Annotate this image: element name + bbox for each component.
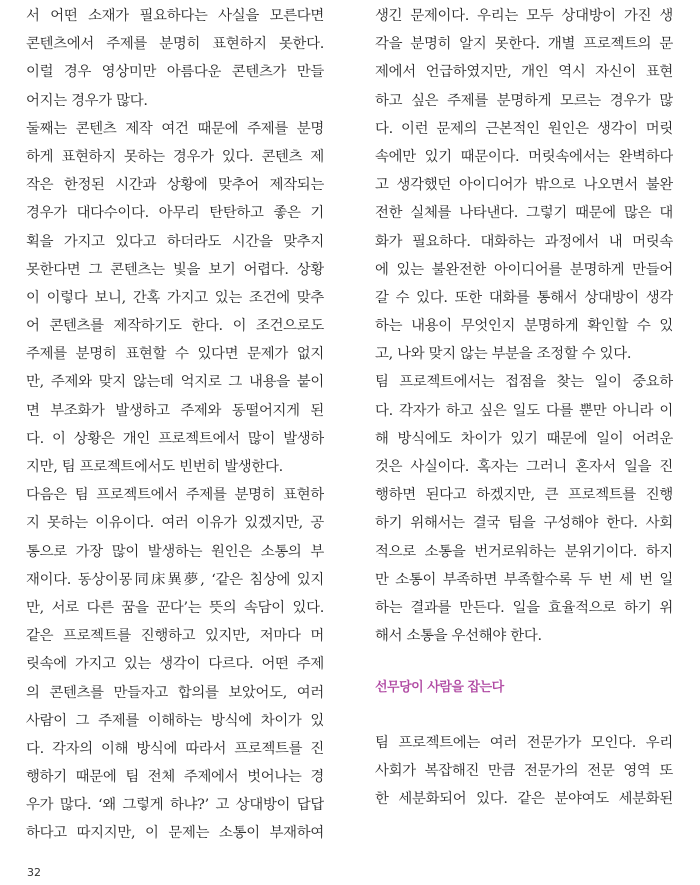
text-line: 하고 싶은 주제를 분명하게 모르는 경우가 많: [375, 92, 673, 109]
text-line: 하다고 따지지만, 이 문제는 소통이 부재하여: [26, 825, 324, 842]
text-line: 다. 이런 문제의 근본적인 원인은 생각이 머릿: [375, 120, 673, 137]
text-line: 릿속에 가지고 있는 생각이 다르다. 어떤 주제: [26, 656, 324, 673]
text-line: 한 세분화되어 있다. 같은 분야여도 세분화된: [375, 791, 673, 808]
text-line: 해 방식에도 차이가 있기 때문에 일이 어려운: [375, 430, 673, 447]
text-line: 해서 소통을 우선해야 한다.: [375, 628, 542, 645]
text-line: 다. 각자의 이해 방식에 따라서 프로젝트를 진: [26, 740, 324, 757]
text-line: 고 생각했던 아이디어가 밖으로 나오면서 불완: [375, 177, 673, 194]
text-line: 하는 내용이 무엇인지 분명하게 확인할 수 있: [375, 318, 673, 335]
text-line: 둘째는 콘텐츠 제작 여건 때문에 주제를 분명: [26, 120, 324, 137]
text-line: 콘텐츠에서 주제를 분명히 표현하지 못한다.: [26, 36, 324, 53]
text-line: 고, 나와 맞지 않는 부분을 조정할 수 있다.: [375, 346, 632, 363]
text-line: 다. 이 상황은 개인 프로젝트에서 많이 발생하: [26, 430, 324, 447]
text-line: 의 콘텐츠를 만들자고 합의를 보았어도, 여러: [26, 684, 324, 701]
text-line: 전한 실체를 나타낸다. 그렇기 때문에 많은 대: [375, 205, 673, 222]
text-line: 이 이렇다 보니, 간혹 가지고 있는 조건에 맞추: [26, 289, 324, 306]
text-line: 만 소통이 부족하면 부족할수록 두 번 세 번 일: [375, 571, 673, 588]
text-line: 갈 수 있다. 또한 대화를 통해서 상대방이 생각: [375, 289, 673, 306]
text-line: 재이다. 동상이몽同床異夢, ‘같은 침상에 있지: [26, 571, 324, 588]
text-line: 만, 주제와 맞지 않는데 억지로 그 내용을 붙이: [26, 374, 324, 391]
right-column-continued: [375, 729, 673, 814]
text-line: 행하기 때문에 팀 전체 주제에서 벗어나는 경: [26, 769, 324, 786]
text-line: 것은 사실이다. 혹자는 그러니 혼자서 일을 진: [375, 459, 673, 475]
text-line: 에 있는 불완전한 아이디어를 분명하게 만들어: [375, 261, 673, 278]
page-number: 32: [27, 866, 41, 879]
text-line: 주제를 분명히 표현할 수 있다면 문제가 없지: [26, 346, 324, 363]
text-line: 같은 프로젝트를 진행하고 있지만, 저마다 머: [26, 628, 324, 645]
text-line: 만, 서로 다른 꿈을 꾼다’는 뜻의 속담이 있다.: [26, 599, 324, 616]
text-line: 사람이 그 주제를 이해하는 방식에 차이가 있: [26, 712, 324, 729]
text-line: 하게 표현하지 못하는 경우가 있다. 콘텐츠 제: [26, 148, 324, 165]
text-line: 제에서 언급하였지만, 개인 역시 자신이 표현: [375, 64, 673, 81]
text-line: 획을 가지고 있다고 하더라도 시간을 맞추지: [26, 233, 324, 250]
right-column: [375, 2, 673, 650]
text-line: 속에만 있기 때문이다. 머릿속에서는 완벽하다: [375, 148, 673, 165]
text-line: 다. 각자가 하고 싶은 일도 다를 뿐만 아니라 이: [375, 402, 673, 419]
text-line: 팀 프로젝트에는 여러 전문가가 모인다. 우리: [375, 735, 673, 751]
text-line: 어지는 경우가 많다.: [26, 92, 148, 109]
text-line: 우가 많다. ‘왜 그렇게 하냐?’ 고 상대방이 답답: [26, 797, 324, 814]
text-line: 작은 한정된 시간과 상황에 맞추어 제작되는: [26, 177, 324, 194]
text-line: 못한다면 그 콘텐츠는 빛을 보기 어렵다. 상황: [26, 261, 324, 278]
section-heading: 선무당이 사람을 잡는다: [375, 680, 504, 695]
text-line: 이럴 경우 영상미만 아름다운 콘텐츠가 만들: [26, 64, 324, 81]
left-column: [26, 2, 324, 848]
text-line: 팀 프로젝트에서는 접점을 찾는 일이 중요하: [375, 374, 673, 391]
text-line: 하는 결과를 만든다. 일을 효율적으로 하기 위: [375, 599, 673, 616]
text-line: 행하면 된다고 하겠지만, 큰 프로젝트를 진행: [375, 487, 673, 504]
text-line: 통으로 가장 많이 발생하는 원인은 소통의 부: [26, 543, 324, 560]
text-line: 적으로 소통을 번거로워하는 분위기이다. 하지: [375, 543, 673, 560]
text-line: 사회가 복잡해진 만큼 전문가의 전문 영역 또: [375, 763, 673, 780]
text-line: 다음은 팀 프로젝트에서 주제를 분명히 표현하: [26, 487, 324, 504]
text-line: 서 어떤 소재가 필요하다는 사실을 모른다면: [26, 8, 324, 24]
text-line: 하기 위해서는 결국 팀을 구성해야 한다. 사회: [375, 515, 673, 532]
text-line: 화가 필요하다. 대화하는 과정에서 내 머릿속: [375, 233, 673, 250]
text-line: 지 못하는 이유이다. 여러 이유가 있겠지만, 공: [26, 515, 324, 532]
text-line: 생긴 문제이다. 우리는 모두 상대방이 가진 생: [375, 8, 673, 24]
text-line: 면 부조화가 발생하고 주제와 동떨어지게 된: [26, 402, 324, 419]
text-line: 경우가 대다수이다. 아무리 탄탄하고 좋은 기: [26, 205, 324, 222]
text-line: 각을 분명히 알지 못한다. 개별 프로젝트의 문: [375, 36, 673, 53]
text-line: 어 콘텐츠를 제작하기도 한다. 이 조건으로도: [26, 318, 324, 335]
text-line: 지만, 팀 프로젝트에서도 빈번히 발생한다.: [26, 459, 283, 475]
